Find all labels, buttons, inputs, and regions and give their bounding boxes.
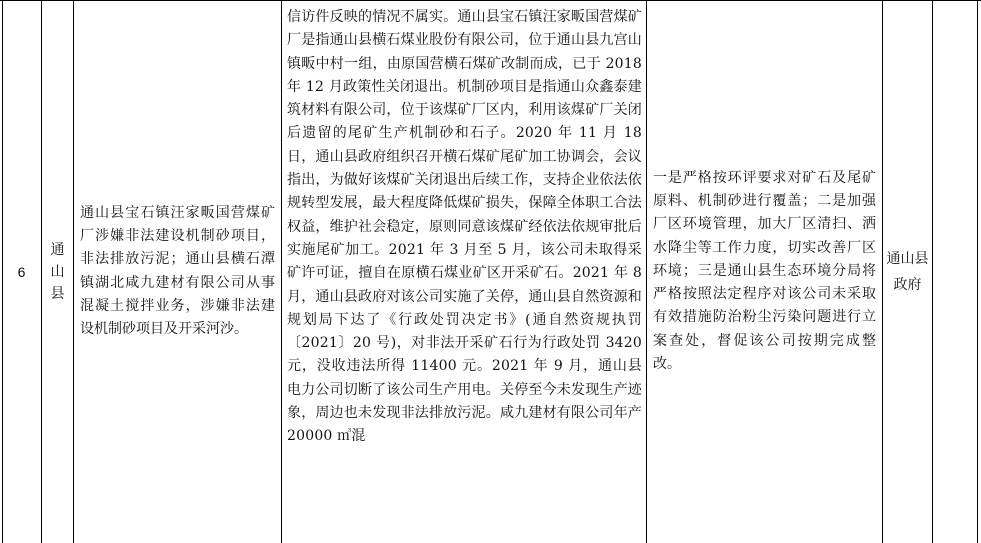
county-cell — [42, 0, 73, 543]
measures-text: 一是严格按环评要求对矿石及尾矿原料、机制砂进行覆盖；二是加强厂区环境管理，加大厂区清扫、洒水降尘等工作力度，切实改善厂区环境；三是通山县生态环境分局将严格按照法定程序对该公司未采取有效措施防治粉尘污染问题进行立案查处，督促该公司按期完成整改。 — [653, 169, 876, 373]
county-name: 通山县 — [50, 241, 65, 302]
row-index: 6 — [17, 263, 26, 280]
responsible-cell — [883, 0, 932, 543]
issue-cell — [74, 0, 281, 543]
responsible-unit: 通山县政府 — [886, 250, 929, 293]
measures-cell — [647, 0, 882, 543]
column-divider — [281, 0, 282, 543]
issue-text: 通山县宝石镇汪家畈国营煤矿厂涉嫌非法建设机制砂项目，非法排放污泥；通山县横石潭镇湖北咸九建材有限公司从事混凝土搅拌业务，涉嫌非法建设机制砂项目及开采河沙。 — [80, 204, 275, 338]
row-index-cell — [2, 0, 41, 543]
investigation-text: 信访件反映的情况不属实。通山县宝石镇汪家畈国营煤矿厂是指通山县横石煤业股份有限公司，位于通山县九宫山镇畈中村一组，由原国营横石煤矿改制而成，已于 2018 年 12 月政策性关闭退出。机制砂项目是指通山众鑫泰建筑材料有限公司，位于该煤矿厂区内，利用该煤矿厂关闭后遗留的尾矿生产机制砂和石子。2020 年 11 月 18 日，通山县政府组织召开横石煤矿尾矿加工协调会，会议指出，为做好该煤矿关闭退出后续工作，支持企业依法依规转型发展，最大程度降低煤矿损失，保障全体职工合法权益，维护社会稳定，原则同意该煤矿经依法依规审批后实施尾矿加工。2021 年 3 月至 5 月，该公司未取得采矿许可证，擅自在原横石煤业矿区开采矿石。2021 年 8 月，通山县政府对该公司实施了关停，通山县自然资源和规划局下达了《行政处罚决定书》(通自然资规执罚〔2021〕20 号)，对非法开采矿石行为行政处罚 3420 元，没收违法所得 11400 元。2021 年 9 月，通山县电力公司切断了该公司生产用电。关停至今未发现生产迹象，周边也未发现非法排放污泥。咸九建材有限公司年产 20000 ㎥混 — [287, 9, 642, 445]
table-border-right — [977, 0, 978, 543]
empty-cell — [933, 0, 977, 543]
